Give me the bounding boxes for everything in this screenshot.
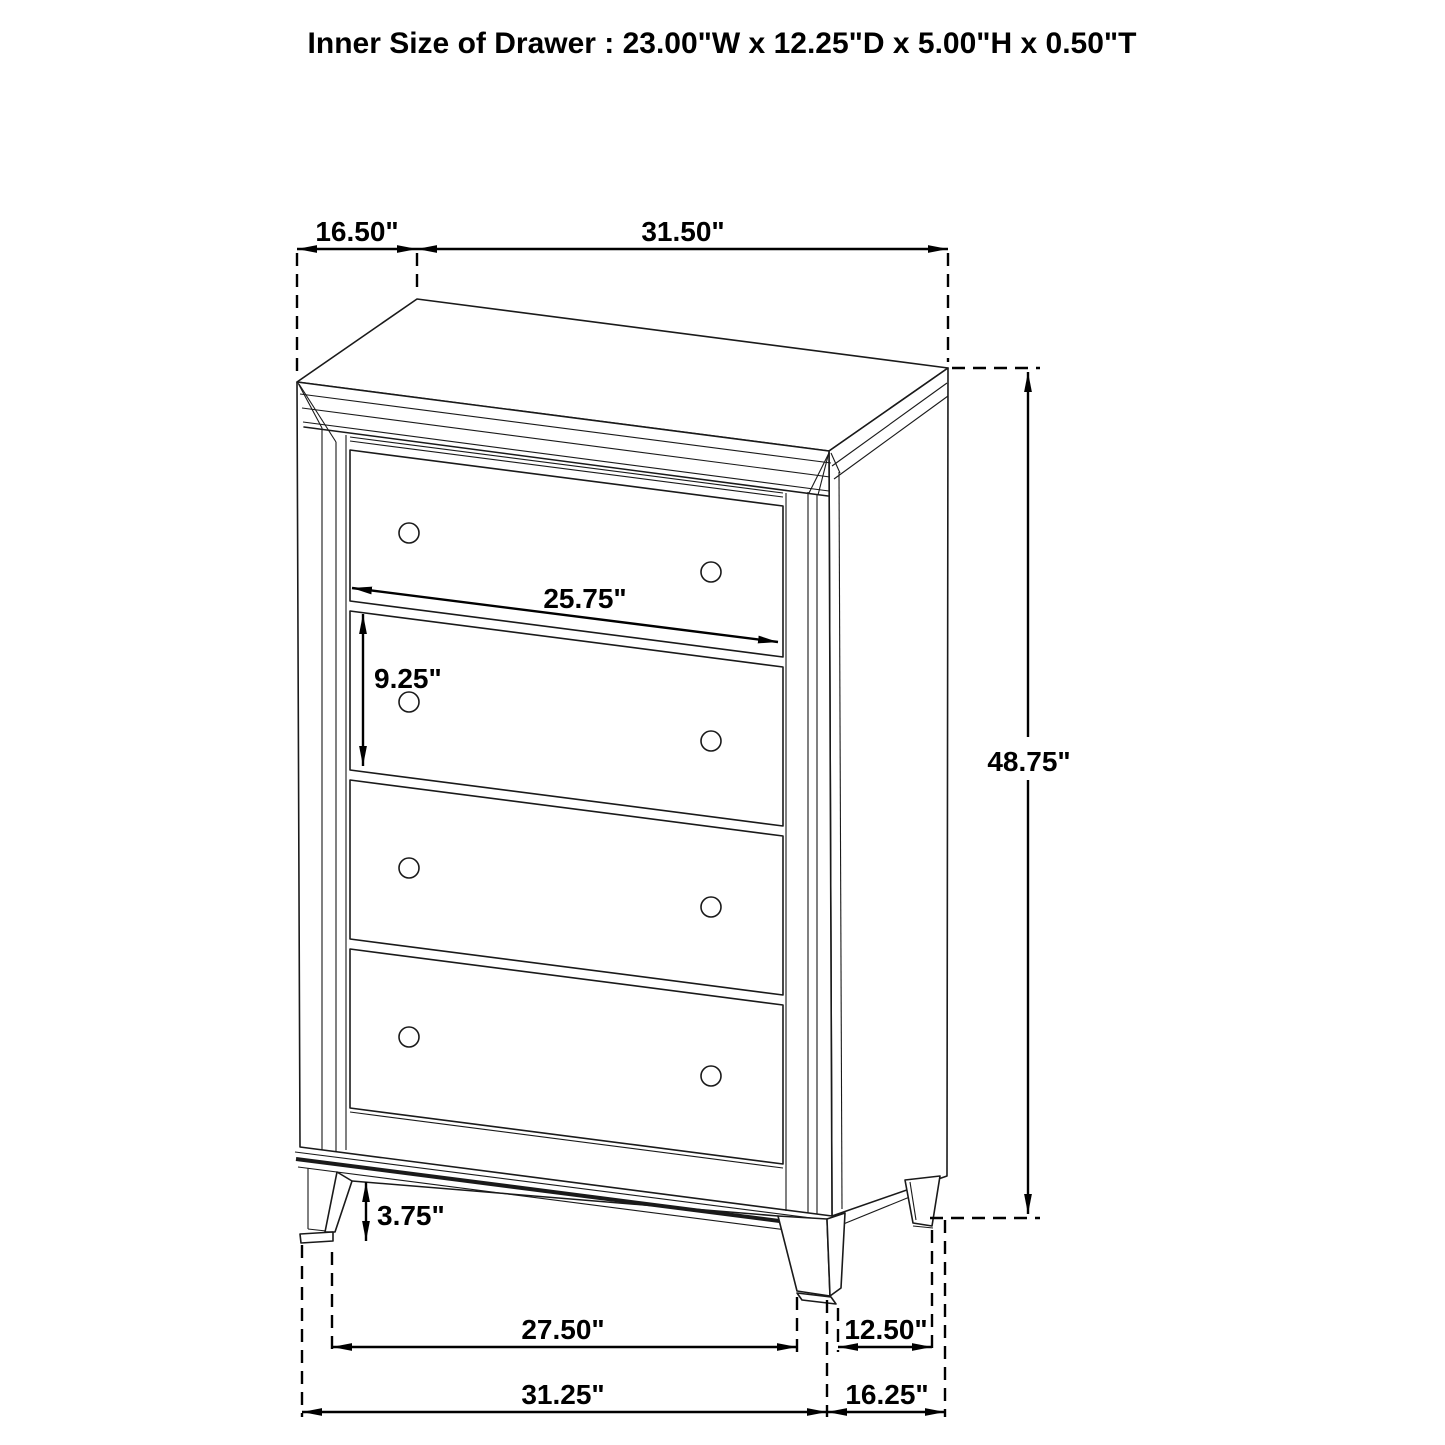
dim-leg-height: 3.75" — [377, 1200, 445, 1231]
knob-icon — [701, 1066, 721, 1086]
knob-icon — [399, 523, 419, 543]
dim-front-leg-span: 27.50" — [521, 1314, 605, 1345]
dim-drawer-width: 25.75" — [543, 583, 627, 614]
diagram-title: Inner Size of Drawer : 23.00"W x 12.25"D x 5.00"H x 0.50"T — [307, 27, 1137, 60]
front-right-leg — [778, 1216, 830, 1296]
right-side-face — [829, 368, 948, 1216]
knob-icon — [701, 731, 721, 751]
knob-icon — [399, 1027, 419, 1047]
dim-drawer-front-height: 9.25" — [374, 663, 442, 694]
dim-overall-height: 48.75" — [987, 746, 1071, 777]
knob-icon — [701, 897, 721, 917]
knob-icon — [701, 562, 721, 582]
dim-base-depth: 16.25" — [845, 1379, 929, 1410]
chest-cabinet — [295, 299, 948, 1304]
front-right-leg-side — [827, 1213, 845, 1296]
front-left-leg — [325, 1172, 352, 1232]
front-left-foot — [300, 1232, 333, 1243]
knob-icon — [399, 692, 419, 712]
dim-base-width: 31.25" — [521, 1379, 605, 1410]
dim-side-leg-span: 12.50" — [844, 1314, 928, 1345]
knob-icon — [399, 858, 419, 878]
dim-top-width: 31.50" — [641, 216, 725, 247]
dim-top-depth: 16.50" — [315, 216, 399, 247]
